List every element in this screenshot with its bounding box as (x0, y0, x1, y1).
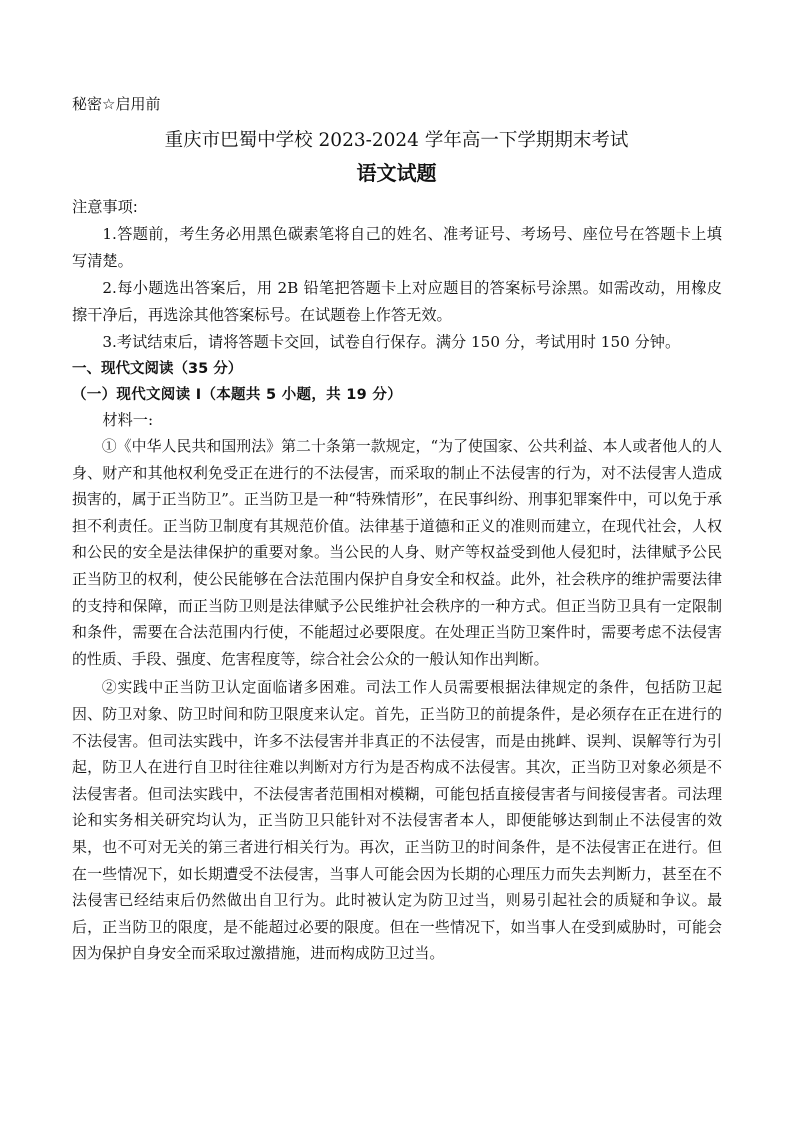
page-content (72, 193, 722, 967)
sub-section-heading: （一）现代文阅读 I（本题共 5 小题，共 19 分） (72, 387, 403, 403)
section-heading: 一、现代文阅读（35 分） (72, 361, 243, 377)
material-label: 材料一: (102, 411, 154, 429)
notice-heading: 注意事项: (72, 198, 138, 216)
notice-item: 2.每小题选出答案后，用 2B 铅笔把答题卡上对应题目的答案标号涂黑。如需改动，用橡皮擦干净后，再选涂其他答案标号。在试题卷上作答无效。 (72, 279, 722, 324)
secret-mark: 秘密☆启用前 (72, 95, 161, 113)
reading-passage (72, 433, 722, 967)
notice-item: 3.考试结束后，请将答题卡交回，试卷自行保存。满分 150 分，考试用时 150 分钟。 (102, 333, 681, 351)
notice-block (72, 193, 722, 356)
exam-title: 重庆市巴蜀中学校 2023-2024 学年高一下学期期末考试 (164, 130, 629, 151)
exam-subtitle: 语文试题 (356, 161, 437, 185)
passage-paragraph: ②实践中正当防卫认定面临诸多困难。司法工作人员需要根据法律规定的条件，包括防卫起因、防卫对象、防卫时间和防卫限度来认定。首先，正当防卫的前提条件，是必须存在正在进行的不法侵害。但司法实践中，许多不法侵害并非真正的不法侵害，而是由挑衅、误判、误解等行为引起，防卫人在进行自卫时往往难以判断对方行为是否构成不法侵害。其次，正当防卫对象必须是不法侵害者。但司法实践中，不法侵害者范围相对模糊，可能包括直接侵害者与间接侵害者。司法理论和实务相关研究均认为，正当防卫只能针对不法侵害者本人，即便能够达到制止不法侵害的效果，也不可对无关的第三者进行相关行为。再次，正当防卫的时间条件，是不法侵害正在进行。但在一些情况下，如长期遭受不法侵害，当事人可能会因为长期的心理压力而失去判断力，甚至在不法侵害已经结束后仍然做出自卫行为。此时被认定为防卫过当，则易引起社会的质疑和争议。最后，正当防卫的限度，是不能超过必要的限度。但在一些情况下，如当事人在受到威胁时，可能会因为保护自身安全而采取过激措施，进而构成防卫过当。 (72, 678, 722, 963)
passage-paragraph: ①《中华人民共和国刑法》第二十条第一款规定，“为了使国家、公共利益、本人或者他人的人身、财产和其他权利免受正在进行的不法侵害，而采取的制止不法侵害的行为，对不法侵害人造成损害的，属于正当防卫”。正当防卫是一种“特殊情形”，在民事纠纷、刑事犯罪案件中，可以免于承担不利责任。正当防卫制度有其规范价值。法律基于道德和正义的准则而建立，在现代社会，人权和公民的安全是法律保护的重要对象。当公民的人身、财产等权益受到他人侵犯时，法律赋予公民正当防卫的权利，使公民能够在合法范围内保护自身安全和权益。此外，社会秩序的维护需要法律的支持和保障，而正当防卫则是法律赋予公民维护社会秩序的一种方式。但正当防卫具有一定限制和条件，需要在合法范围内行使，不能超过必要限度。在处理正当防卫案件时，需要考虑不法侵害的性质、手段、强度、危害程度等，综合社会公众的一般认知作出判断。 (72, 437, 722, 668)
notice-item: 1.答题前，考生务必用黑色碳素笔将自己的姓名、准考证号、考场号、座位号在答题卡上填写清楚。 (72, 225, 722, 270)
